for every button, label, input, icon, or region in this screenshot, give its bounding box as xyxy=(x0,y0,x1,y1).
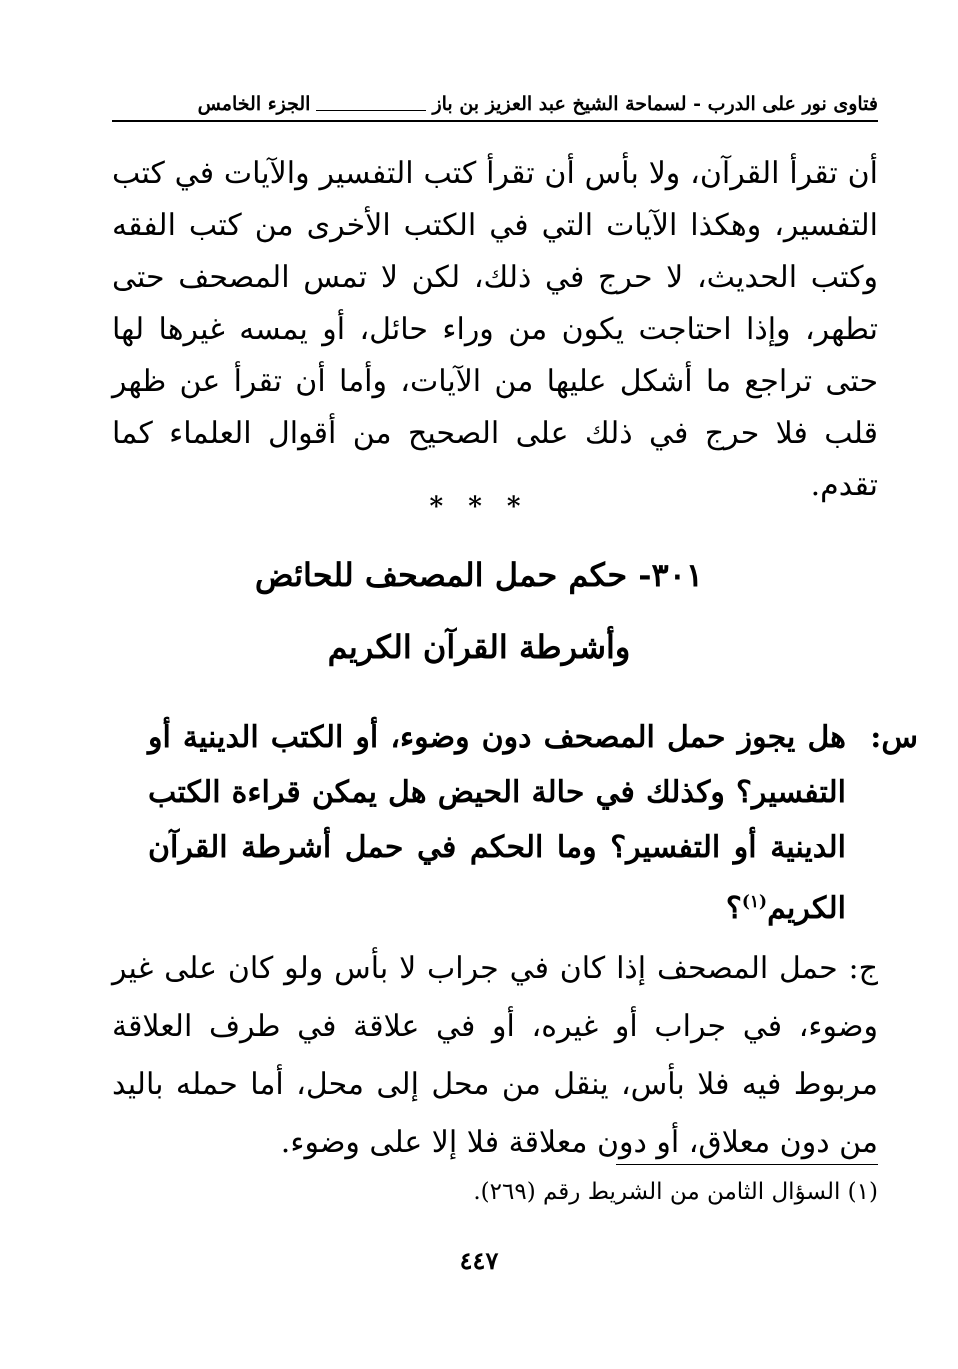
footnote-rule xyxy=(616,1164,878,1165)
header-volume: الجزء الخامس xyxy=(197,93,311,115)
page-number: ٤٤٧ xyxy=(459,1246,499,1275)
header-rule xyxy=(316,110,426,111)
answer-paragraph: ج: حمل المصحف إذا كان في جراب لا بأس ولو كان على غير وضوء، في جراب أو غيره، أو في علاقة في طرف العلاقة مربوط فيه فلا بأس، ينقل من محل إلى محل، أما حمله باليد من دون معلاق، أو دون معلاقة فلا إلا على وضوء. xyxy=(112,951,878,1160)
question-end: ؟ xyxy=(725,891,742,926)
running-header xyxy=(112,88,878,122)
question-text-wrap xyxy=(148,710,846,936)
paragraph-1: أن تقرأ القرآن، ولا بأس أن تقرأ كتب التفسير والآيات في كتب التفسير، وهكذا الآيات التي في الكتب الأخرى من كتب الفقه وكتب الحديث، لا حرج في ذلك، لكن لا تمس المصحف حتى تطهر، وإذا احتاجت يكون من وراء حائل، أو يمسه غيرها لها حتى تراجع ما أشكل عليها من الآيات، وأما أن تقرأ عن ظهر قلب فلا حرج في ذلك على الصحيح من أقوال العلماء كما تقدم. xyxy=(112,156,878,503)
section-heading-line-1: ٣٠١- حكم حمل المصحف للحائض xyxy=(254,556,704,594)
section-separator: * * * xyxy=(429,492,529,522)
section-heading-line-2: وأشرطة القرآن الكريم xyxy=(327,628,631,666)
question-text: هل يجوز حمل المصحف دون وضوء، أو الكتب الدينية أو التفسير؟ وكذلك في حالة الحيض هل يمكن قراءة الكتب الدينية أو التفسير؟ وما الحكم في حمل أشرطة القرآن الكريم xyxy=(148,720,846,926)
footnote-reference: (١) xyxy=(741,892,768,912)
header-book-title: فتاوى نور على الدرب - لسماحة الشيخ عبد العزيز بن باز xyxy=(432,93,878,115)
question-prefix: س: xyxy=(870,720,918,755)
footnote: (١) السؤال الثامن من الشريط رقم (٢٦٩). xyxy=(473,1179,878,1205)
question-block xyxy=(148,710,918,936)
